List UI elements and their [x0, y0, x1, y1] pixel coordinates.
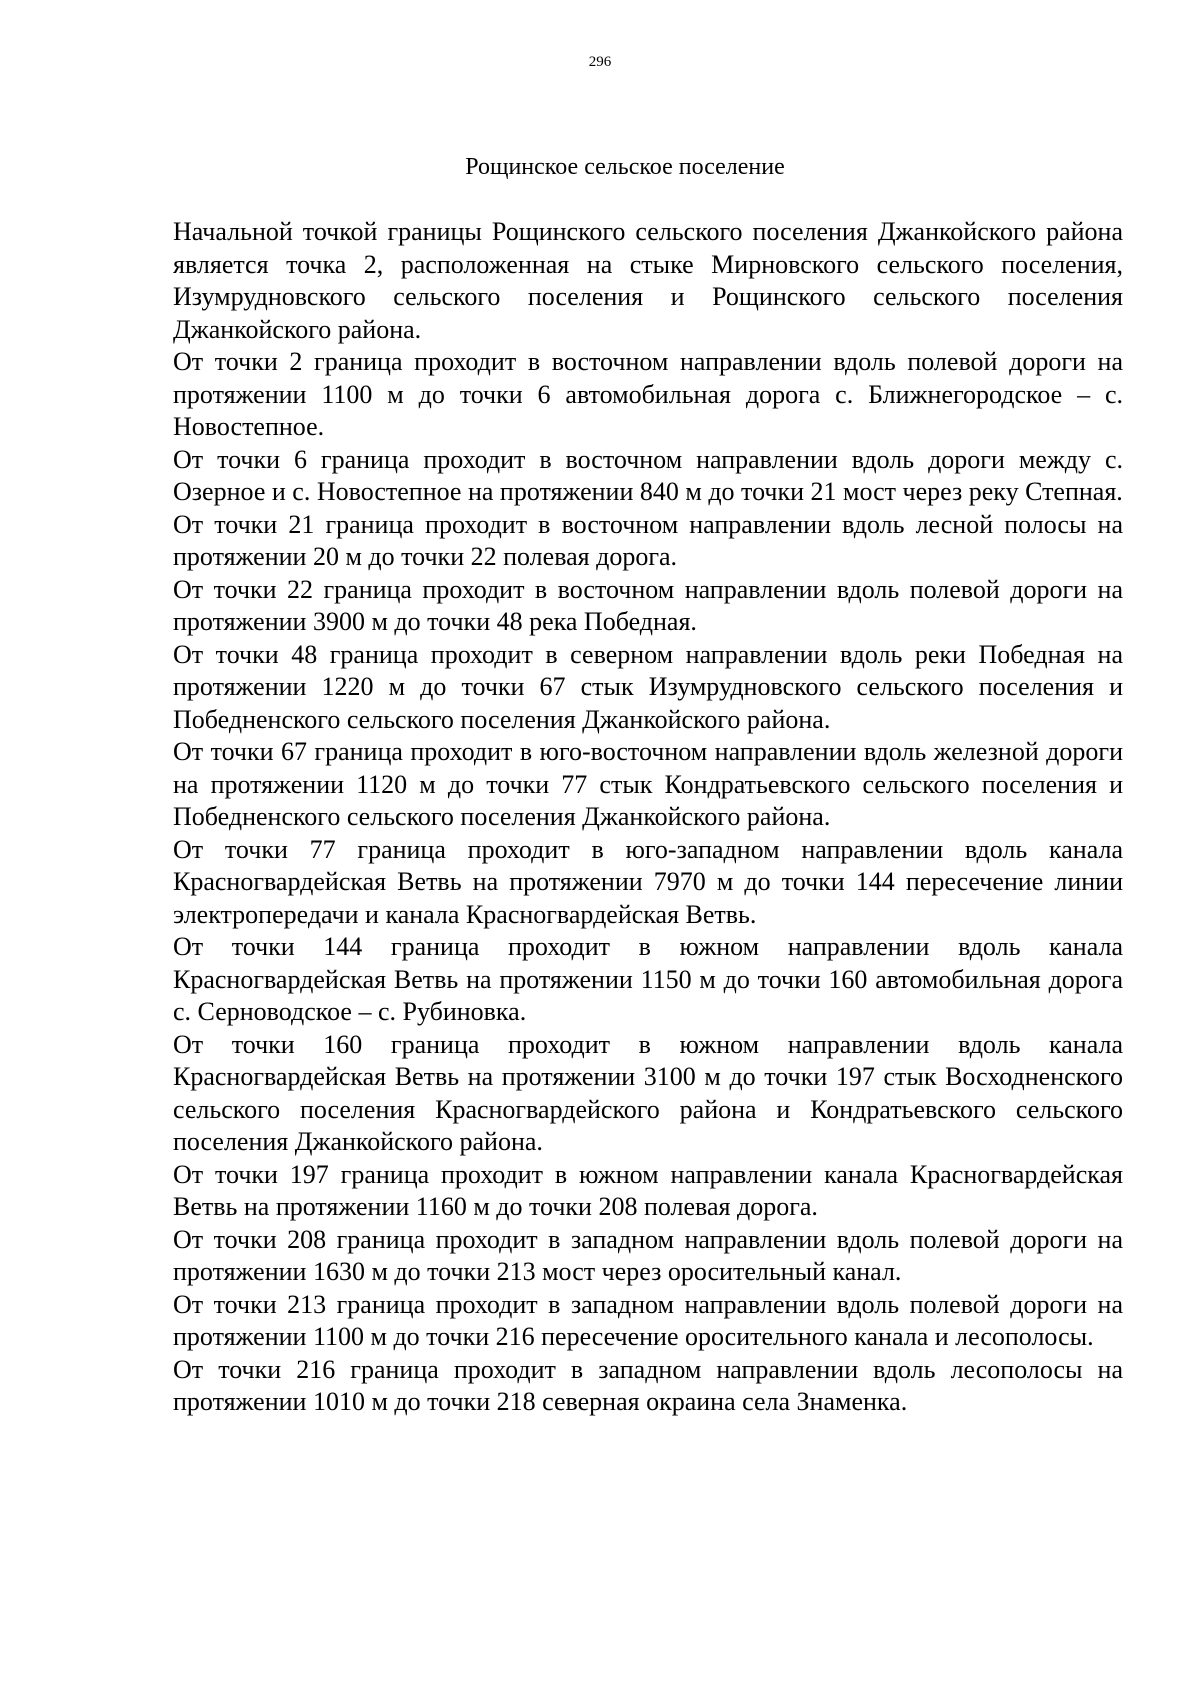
paragraph-point-67: От точки 67 граница проходит в юго-восточном направлении вдоль железной дороги на протяжении 1120 м до точки 77 стык Кондратьевского сельского поселения и Победненского сельского поселения Джанкойского района.: [173, 737, 1123, 831]
paragraph-point-216: От точки 216 граница проходит в западном направлении вдоль лесополосы на протяжении 1010 м до точки 218 северная окраина села Знаменка.: [173, 1354, 1123, 1416]
paragraph-point-2: От точки 2 граница проходит в восточном направлении вдоль полевой дороги на протяжении 1100 м до точки 6 автомобильная дорога с. Ближнегородское – с. Новостепное.: [173, 347, 1123, 441]
paragraph-point-6: От точки 6 граница проходит в восточном направлении вдоль дороги между с. Озерное и с. Новостепное на протяжении 840 м до точки 21 мост через реку Степная.: [173, 444, 1123, 506]
paragraph-point-22: От точки 22 граница проходит в восточном направлении вдоль полевой дороги на протяжении 3900 м до точки 48 река Победная.: [173, 574, 1123, 636]
paragraph-point-208: От точки 208 граница проходит в западном направлении вдоль полевой дороги на протяжении 1630 м до точки 213 мост через оросительный канал.: [173, 1224, 1123, 1286]
paragraph-point-77: От точки 77 граница проходит в юго-западном направлении вдоль канала Красногвардейская Ветвь на протяжении 7970 м до точки 144 пересечение линии электропередачи и канала Красногвардейская Ветвь.: [173, 834, 1123, 929]
paragraph-point-21: От точки 21 граница проходит в восточном направлении вдоль лесной полосы на протяжении 20 м до точки 22 полевая дорога.: [173, 509, 1123, 571]
paragraph-point-144: От точки 144 граница проходит в южном направлении вдоль канала Красногвардейская Ветвь на протяжении 1150 м до точки 160 автомобильная дорога с. Серноводское – с. Рубиновка.: [173, 932, 1123, 1026]
paragraph-point-48: От точки 48 граница проходит в северном направлении вдоль реки Победная на протяжении 1220 м до точки 67 стык Изумрудновского сельского поселения и Победненского сельского поселения Джанкойского района.: [173, 639, 1123, 734]
section-title: Рощинское сельское поселение: [465, 154, 785, 180]
paragraph-point-160: От точки 160 граница проходит в южном направлении вдоль канала Красногвардейская Ветвь на протяжении 3100 м до точки 197 стык Восходненского сельского поселения Красногвардейского района и Кондратьевского сельского поселения Джанкойского района.: [173, 1029, 1123, 1156]
paragraph-point-213: От точки 213 граница проходит в западном направлении вдоль полевой дороги на протяжении 1100 м до точки 216 пересечение оросительного канала и лесополосы.: [173, 1289, 1123, 1351]
page-number: 296: [588, 54, 612, 70]
paragraph-start-point: Начальной точкой границы Рощинского сельского поселения Джанкойского района является точка 2, расположенная на стыке Мирновского сельского поселения, Изумрудновского сельского поселения и Рощинского сельского поселения Джанкойского района.: [173, 217, 1123, 344]
paragraph-point-197: От точки 197 граница проходит в южном направлении канала Красногвардейская Ветвь на протяжении 1160 м до точки 208 полевая дорога.: [173, 1159, 1123, 1221]
document-body: [173, 216, 1123, 1419]
